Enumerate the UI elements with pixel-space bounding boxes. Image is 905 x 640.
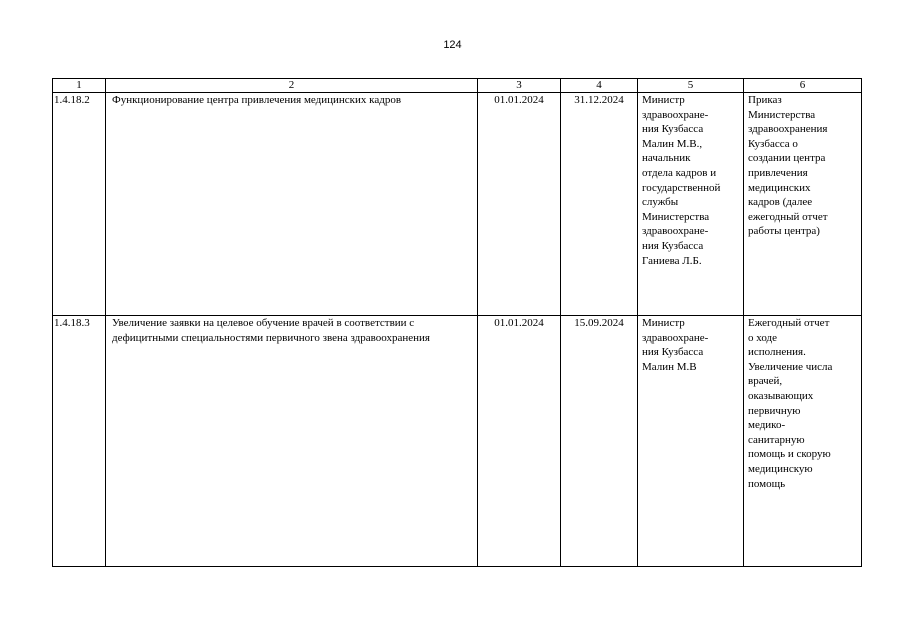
end-date: 31.12.2024: [561, 93, 638, 316]
column-header-6: 6: [744, 79, 862, 93]
column-header-4: 4: [561, 79, 638, 93]
column-header-2: 2: [106, 79, 478, 93]
page-number: 124: [443, 39, 462, 51]
item-name: Увеличение заявки на целевое обучение врачей в соответствии с дефицитными специальностями первичного звена здравоохранения: [106, 316, 478, 567]
column-header-1: 1: [53, 79, 106, 93]
responsible-persons: Министр здравоохране- ния Кузбасса Малин М.В: [638, 316, 744, 567]
table-row: [53, 316, 862, 567]
item-name: Функционирование центра привлечения медицинских кадров: [106, 93, 478, 316]
start-date: 01.01.2024: [478, 93, 561, 316]
result-document: Приказ Министерства здравоохранения Кузбасса о создании центра привлечения медицинских кадров (далее ежегодный отчет работы центра): [744, 93, 862, 316]
table-row: [53, 93, 862, 316]
item-number: 1.4.18.3: [53, 316, 106, 567]
end-date: 15.09.2024: [561, 316, 638, 567]
measures-table: [52, 78, 862, 567]
result-document: Ежегодный отчет о ходе исполнения. Увеличение числа врачей, оказывающих первичную медико- санитарную помощь и скорую медицинскую помощь: [744, 316, 862, 567]
table-header-row: [53, 79, 862, 93]
column-header-5: 5: [638, 79, 744, 93]
item-number: 1.4.18.2: [53, 93, 106, 316]
responsible-persons: Министр здравоохране- ния Кузбасса Малин М.В., начальник отдела кадров и государственной службы Министерства здравоохране- ния Кузбасса Ганиева Л.Б.: [638, 93, 744, 316]
column-header-3: 3: [478, 79, 561, 93]
start-date: 01.01.2024: [478, 316, 561, 567]
